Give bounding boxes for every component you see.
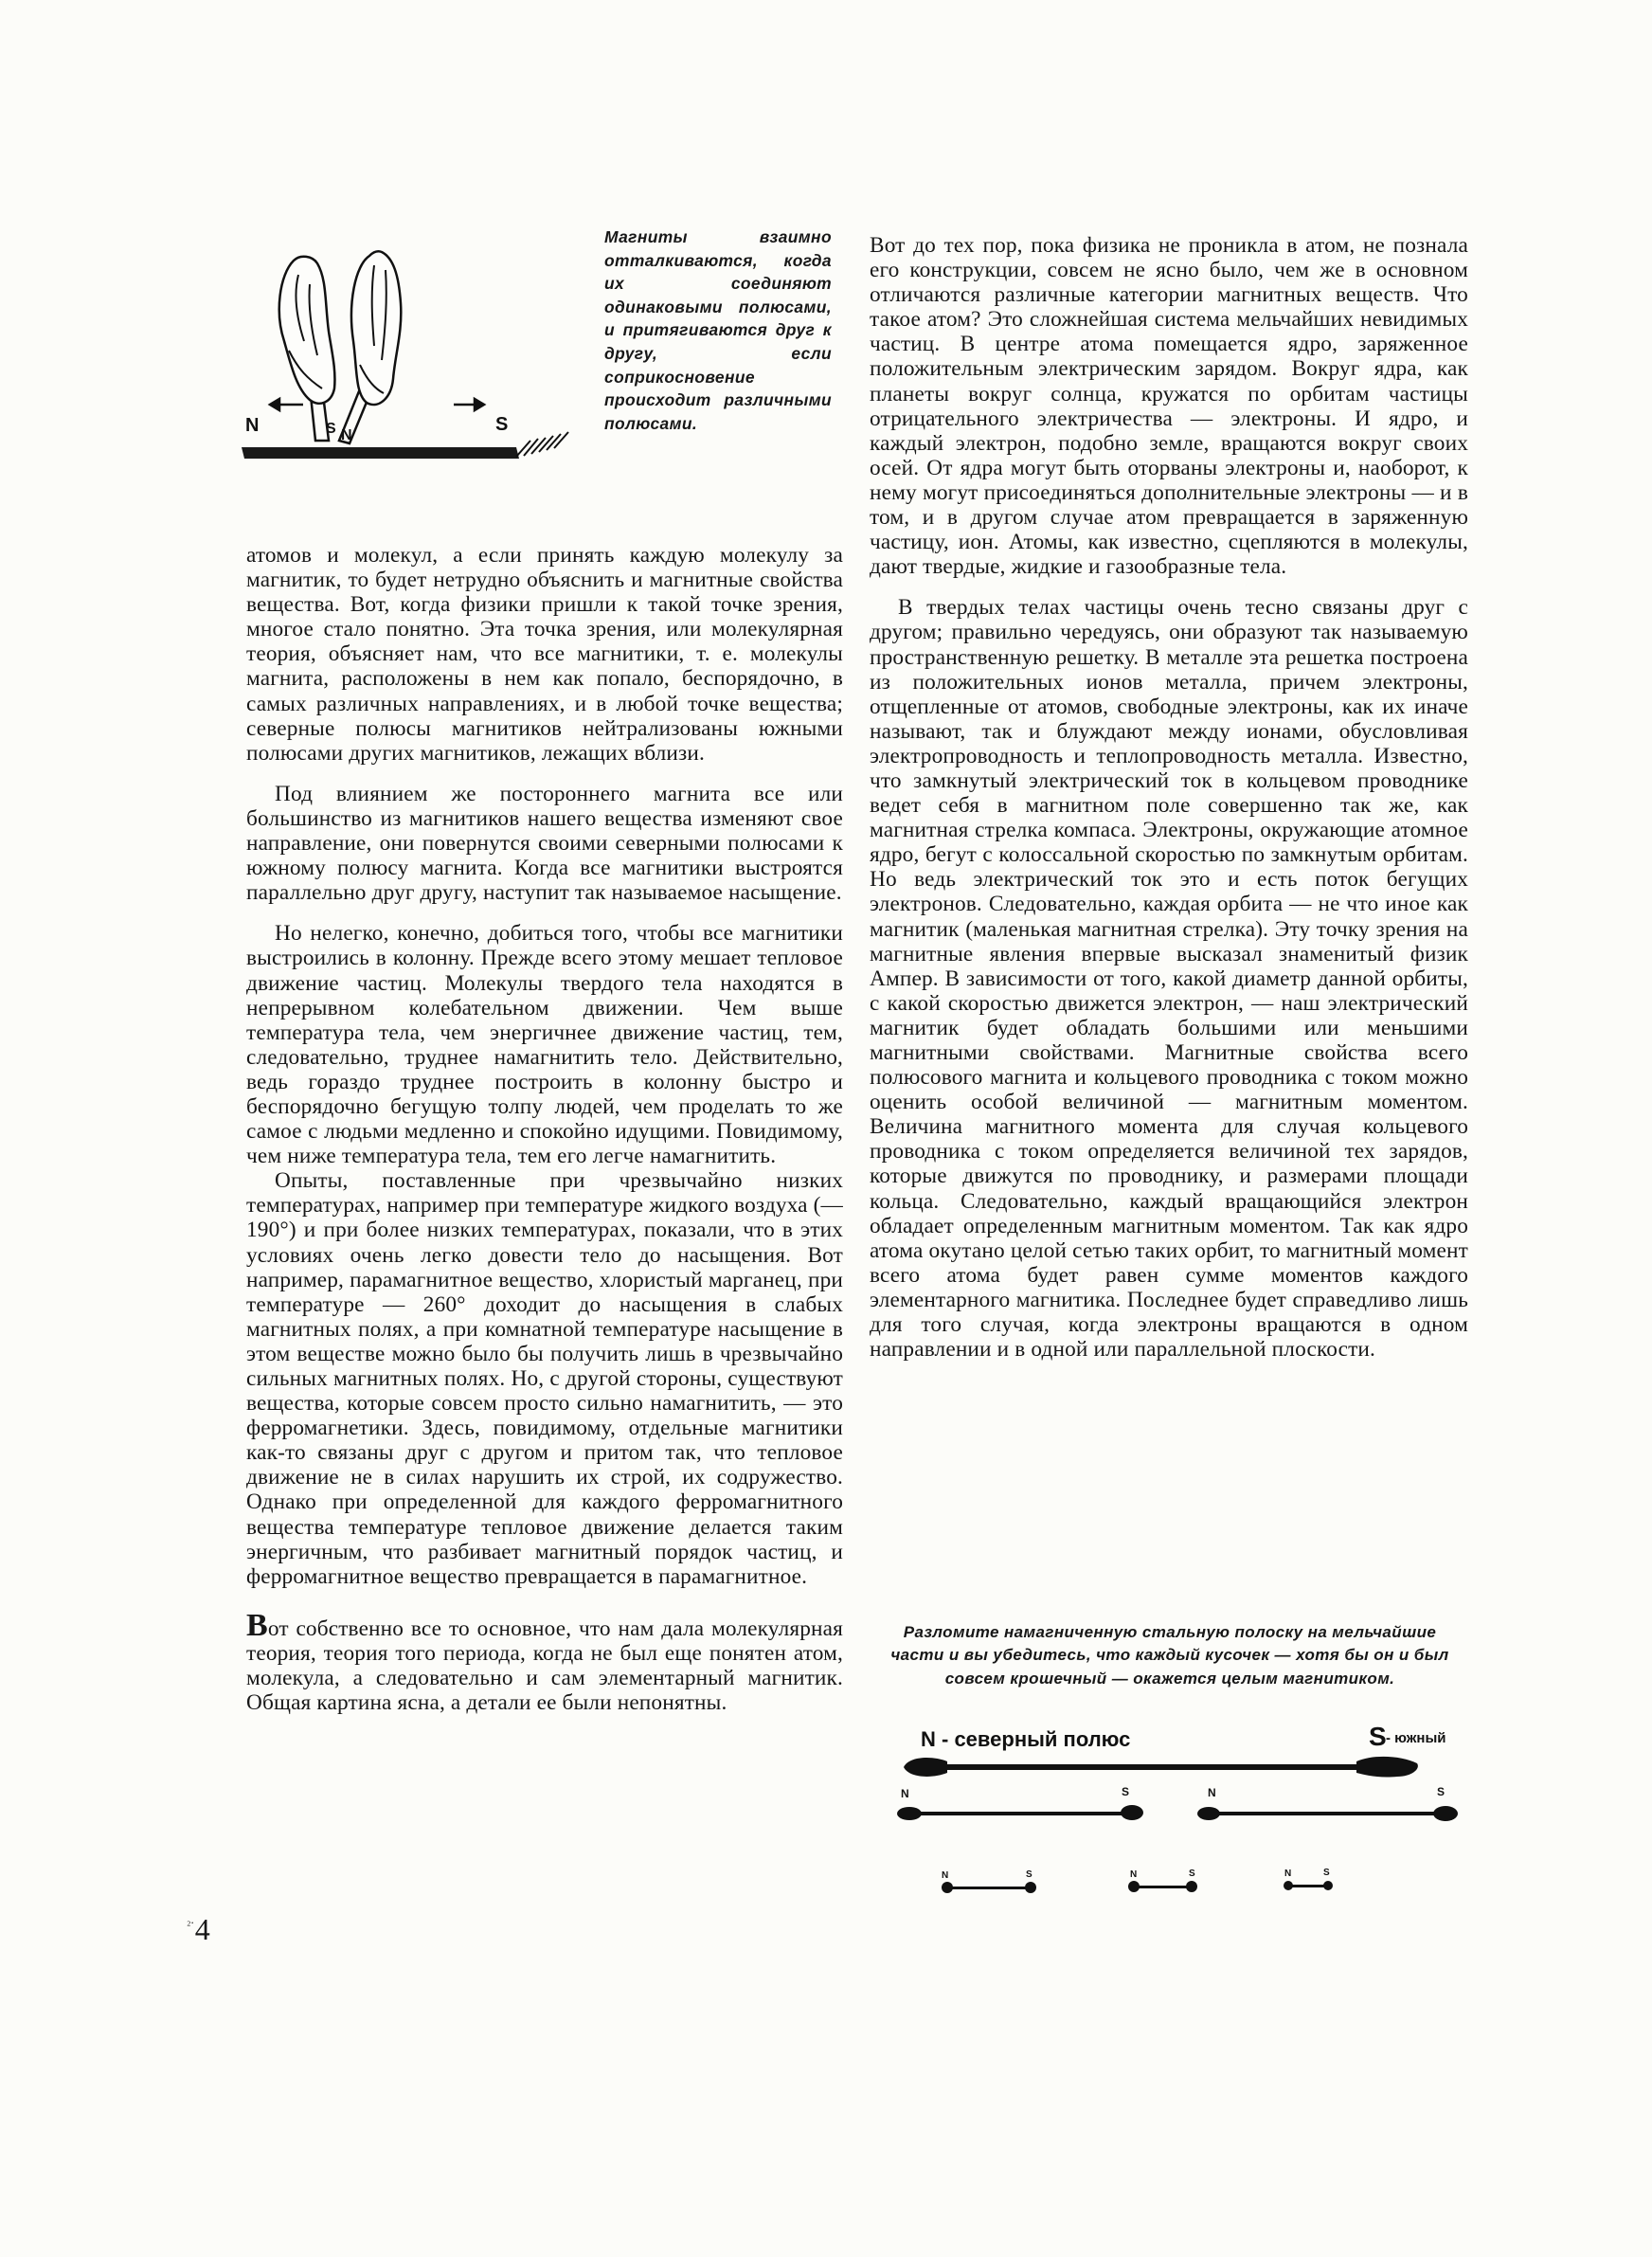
small-s-3: S (1026, 1869, 1032, 1880)
label-south: S (495, 414, 509, 435)
small-n-4: N (1130, 1869, 1138, 1880)
label-pole-south: S (326, 421, 336, 437)
left-final-text: от собственно все то основное, что нам дала молекулярная теория, теория того периода, когда не был еще понятен атом, молекула, а следовательно и сам элементарный магнитик. Общая картина ясна, а детали ее были непонятны. (246, 1616, 843, 1716)
small-s-1: S (1122, 1785, 1130, 1798)
full-magnet-strip (904, 1757, 1418, 1778)
table-plank (242, 447, 519, 459)
page-number (187, 1912, 210, 1947)
left-paragraph-3: Но нелегко, конечно, добиться того, чтобы все магнитики выстроились в колонну. Прежде всего этому мешает тепловое движение частиц. Молекулы твердого тела находятся в непрерывном колебательном движении. Чем выше температура тела, чем энергичнее движение частиц, тем, следовательно, труднее намагнитить тело. Действительно, ведь гораздо труднее построить в колонну быстро и беспорядочно бегущую толпу людей, чем проделать то же самое с людьми медленно и спокойно идущими. Повидимому, чем ниже температура тела, тем его легче намагнитить. (246, 921, 843, 1169)
label-south-pole-word: - южный (1386, 1730, 1446, 1746)
small-n-1: N (901, 1787, 909, 1800)
small-magnet-pieces (942, 1881, 1333, 1893)
broken-magnet-illustration (890, 1720, 1478, 1909)
small-n-3: N (942, 1870, 949, 1881)
small-n-5: N (1284, 1869, 1292, 1879)
small-s-5: S (1323, 1868, 1330, 1878)
right-paragraph-2: В твердых телах частицы очень тесно связаны друг с другом; правильно чередуясь, они образуют так называемую пространственную решетку. В металле эта решетка построена из положительных ионов металла, причем электроны, отщепленные от атомов, свободные электроны, как их иначе называют, так и блуждают между ионами, обусловливая электропроводность и теплопроводность металла. Известно, что замкнутый электрический ток в кольцевом проводнике ведет себя в магнитном поле совершенно так же, как магнитная стрелка компаса. Электроны, окружающие атомное ядро, бегут с колоссальной скоростью по замкнутым орбитам. Но ведь электрический ток это и есть поток бегущих электронов. Следовательно, каждая орбита — не что иное как магнитик (маленькая магнитная стрелка). Эту точку зрения на магнитные явления впервые высказал знаменитый физик Ампер. В зависимости от того, какой диаметр данной орбиты, с какой скоростью движется электрон, — наш электрический магнитик будет обладать большими или меньшими магнитными свойствами. Магнитные свойства всего полюсового магнита и кольцевого проводника с током можно оценить особой величиной — магнитным моментом. Величина магнитного момента для случая кольцевого проводника с током определяется величиной тех зарядов, которые движутся по проводнику, и размерами площади кольца. Следовательно, каждый вращающийся электрон обладает определенным магнитным моментом. Так как ядро атома окутано целой сетью таких орбит, то магнитный момент всего атома будет равен сумме моментов каждого элементарного магнитика. Последнее будет справедливо лишь для того случая, когда электроны вращаются в одном направлении и в одной или параллельной плоскости. (870, 595, 1468, 1363)
top-illustration-caption: Магниты взаимно отталкиваются, когда их соединяют одинаковыми полюсами, и притягиваются друг к другу, если соприкосновение происходит различными полюсами. (604, 227, 832, 433)
left-paragraph-4: Опыты, поставленные при чрезвычайно низких температурах, например при температуре жидкого воздуха (— 190°) и при более низких температурах, показали, что в этих условиях очень легко довести тело до насыщения. Вот например, парамагнитное вещество, хлористый марганец, при температуре — 260° доходит до насыщения в слабых магнитных полях, а при комнатной температуре насыщение в этом веществе можно было бы получить лишь в чрезвычайно сильных магнитных полях. Но, с другой стороны, существуют вещества, которые совсем просто сильно намагнитить, — это ферромагнетики. Здесь, повидимому, отдельные магнитики как-то связаны друг с другом и притом так, что тепловое движение не в силах нарушить их строй, их содружество. Однако при определенной для каждого ферромагнитного вещества температуре тепловое движение делается таким энергичным, что разбивает магнитный порядок частиц, и ферромагнитное вещество превращается в парамагнитное. (246, 1168, 843, 1589)
left-text-column (246, 543, 843, 1715)
bottom-illustration-caption: Разломите намагниченную стальную полоску на мельчайшие части и вы убедитесь, что каждый кусочек — хотя бы он и был совсем крошечный — окажется целым магнитиком. (890, 1623, 1449, 1688)
label-north: N (245, 415, 260, 436)
page-number-value: 4 (194, 1912, 210, 1946)
label-north-pole: N - северный полюс (921, 1727, 1131, 1751)
dropcap-letter: В (246, 1607, 268, 1643)
label-south-pole-letter: S (1369, 1722, 1387, 1751)
left-paragraph-2: Под влиянием же постороннего магнита все или большинство из магнитиков нашего вещества изменяют свое направление, они повернутся своими северными полюсами к южному полюсу магнита. Когда все магнитики выстроятся параллельно друг другу, наступит так называемое насыщение. (246, 781, 843, 906)
small-s-4: S (1189, 1869, 1195, 1879)
left-paragraph-1: атомов и молекул, а если принять каждую молекулу за магнитик, то будет нетрудно объяснить и магнитные свойства вещества. Вот, когда физики пришли к такой точке зрения, многое стало понятно. Эта точка зрения, или молекулярная теория, объясняет нам, что все магнитики, т. е. молекулы магнита, расположены в нем как попало, беспорядочно, в самых различных направлениях, и в любой точке вещества; северные полюсы магнитиков нейтрализованы южными полюсами других магнитиков, лежащих вблизи. (246, 543, 843, 766)
right-hand-drawing (351, 251, 401, 405)
small-n-2: N (1208, 1786, 1216, 1799)
table-shadow-hatch (516, 432, 568, 457)
right-text-column (870, 233, 1468, 1362)
small-s-2: S (1437, 1785, 1446, 1798)
label-pole-north: N (341, 427, 352, 443)
right-paragraph-1: Вот до тех пор, пока физика не проникла в атом, не познала его конструкции, совсем не ясно было, чем же в основном отличаются различные категории магнитных веществ. Что такое атом? Это сложнейшая система мельчайших невидимых частиц. В центре атома помещается ядро, заряженное положительным электрическим зарядом. Вокруг ядра, как планеты вокруг солнца, кружатся по орбитам частицы отрицательного электричества — электроны. И ядро, и каждый электрон, подобно земле, вращаются вокруг своих осей. От ядра могут быть оторваны электроны и, наоборот, к нему могут присоединяться дополнительные электроны — и в том, и в другом случае атом превращается в заряженную частицу, ион. Атомы, как известно, сцепляются в молекулы, дают твердые, жидкие и газообразные тела. (870, 233, 1468, 580)
page-number-mark: ₂. (187, 1912, 194, 1926)
left-hand-drawing (279, 257, 335, 404)
half-magnet-strips (897, 1805, 1458, 1821)
magnets-hands-illustration (242, 237, 592, 469)
left-final-paragraph (246, 1607, 843, 1716)
